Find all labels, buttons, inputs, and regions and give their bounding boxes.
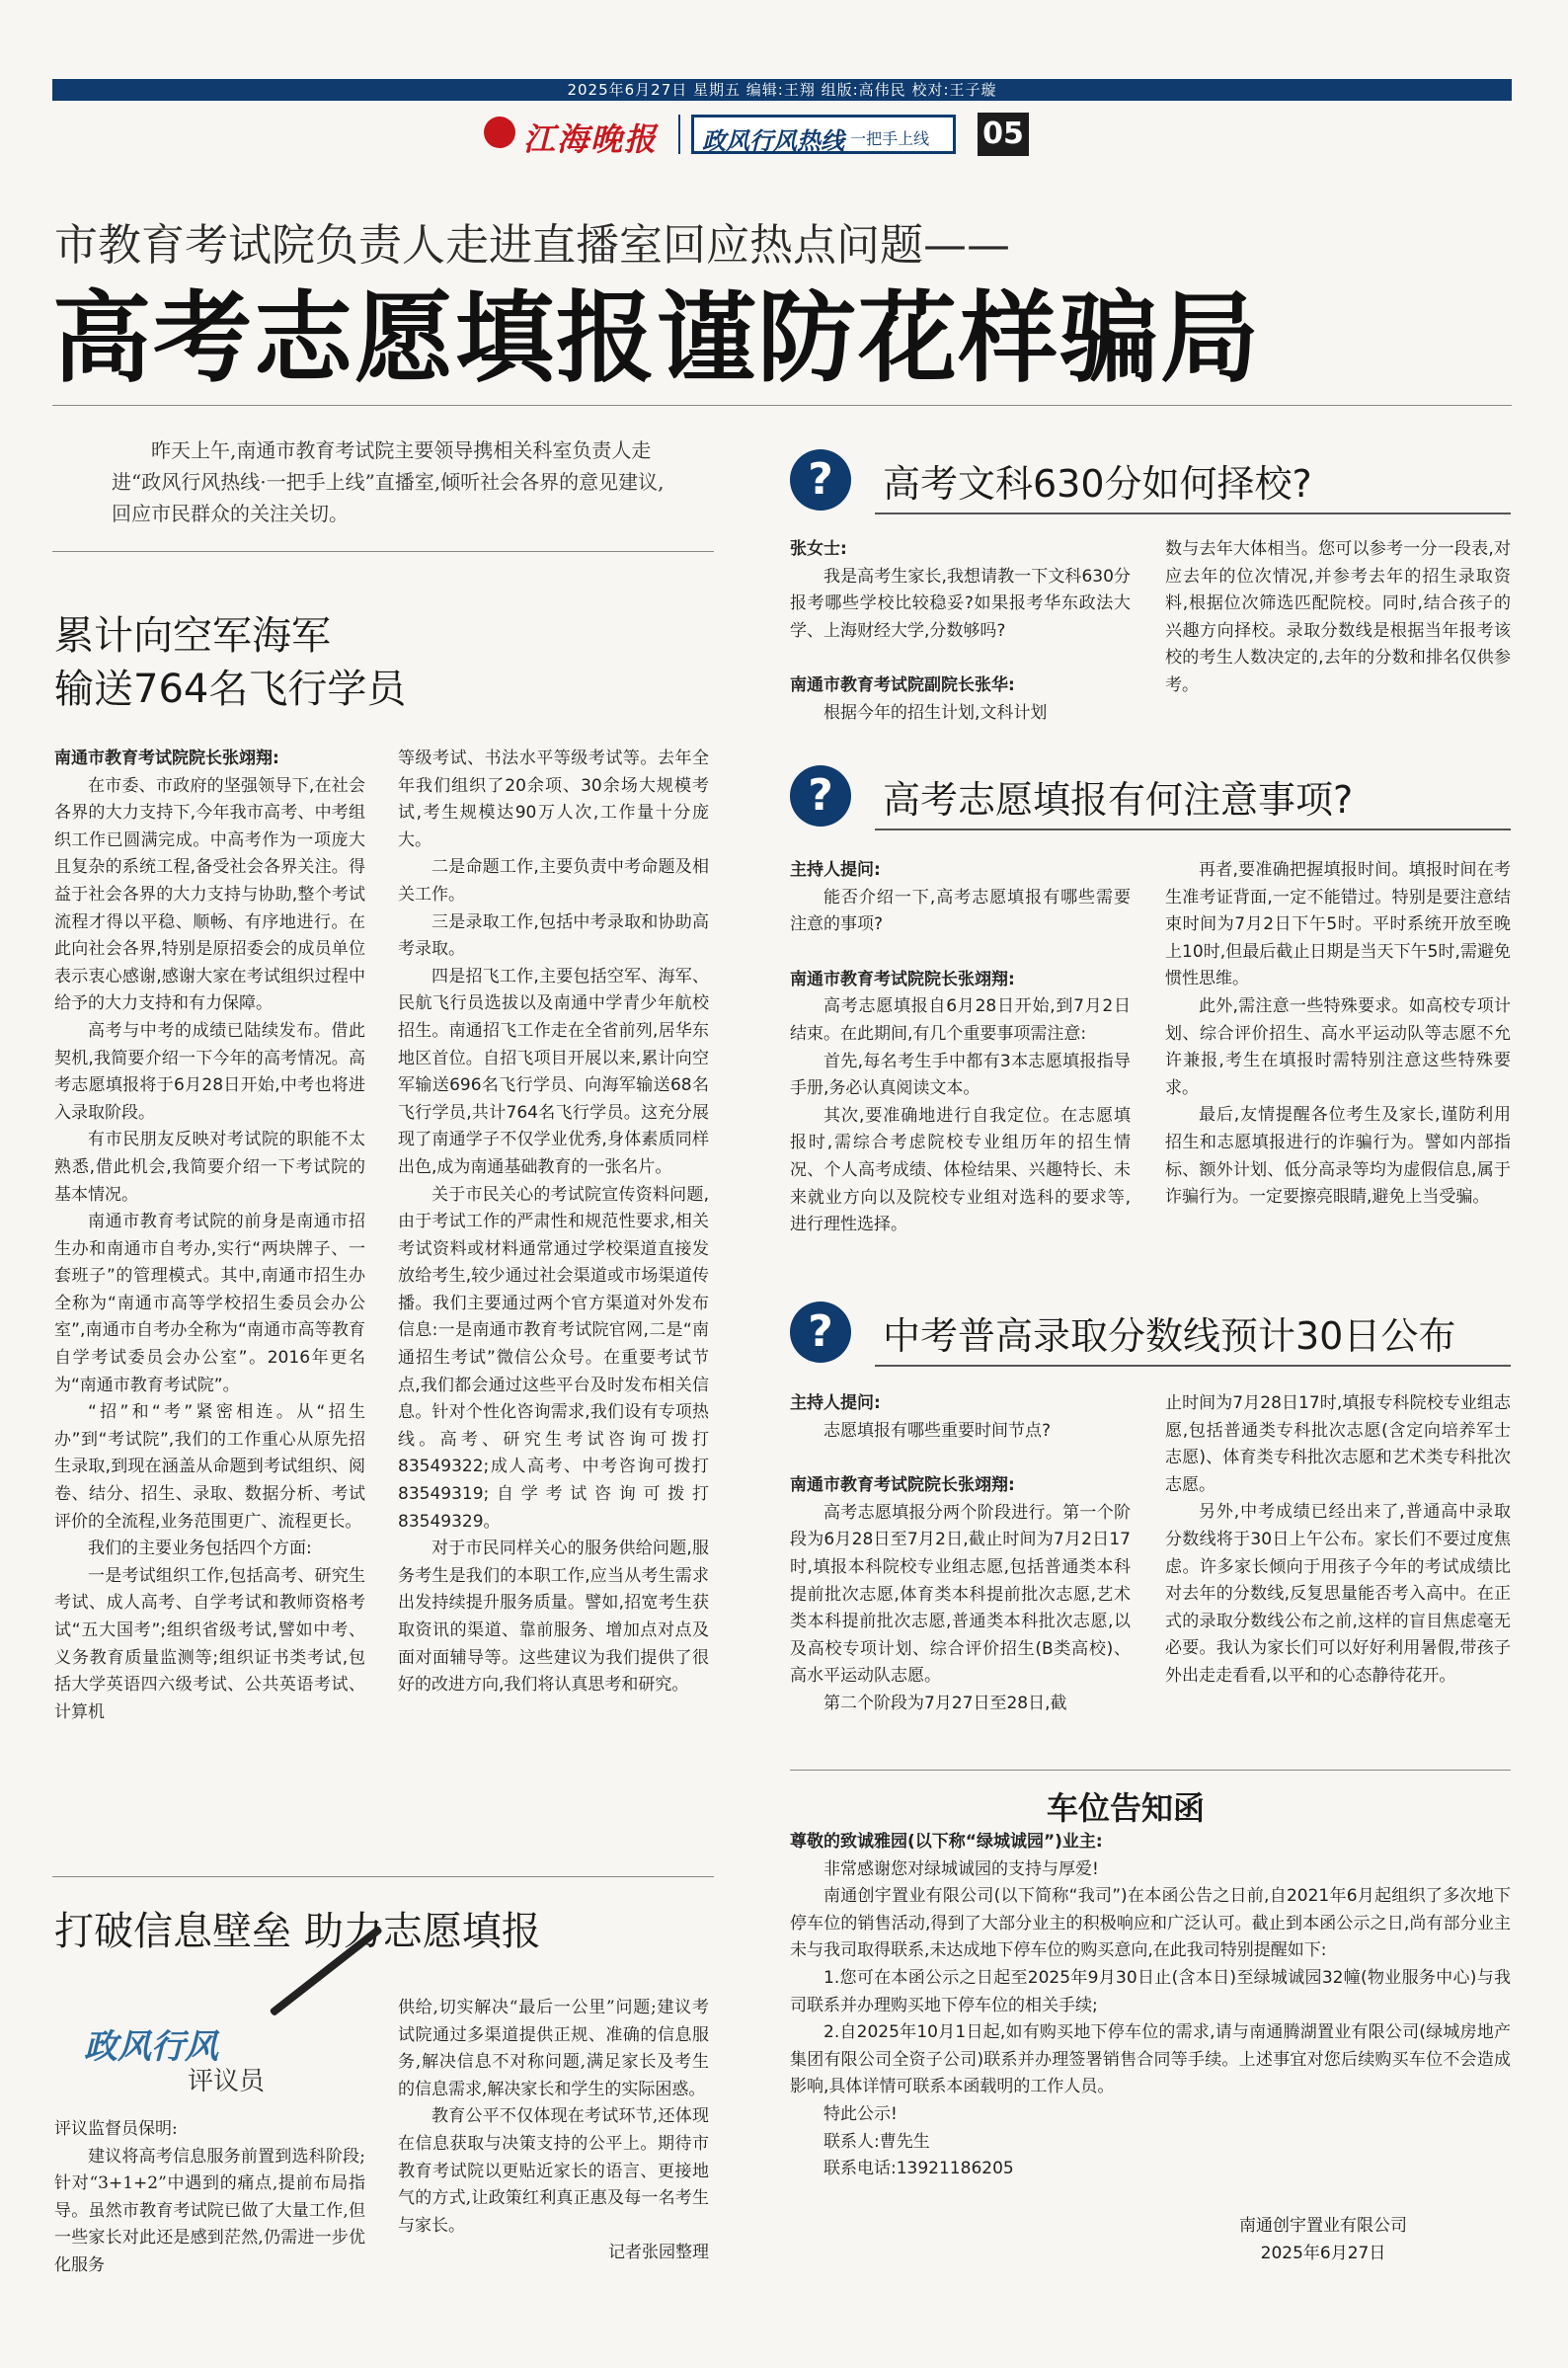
notice-date: 2025年6月27日 <box>1260 2244 1386 2263</box>
paragraph: 等级考试、书法水平等级考试等。去年全年我们组织了20余项、30余场大规模考试,考生规模达90万人次,工作量十分庞大。 <box>398 749 709 850</box>
qa1-title: 高考文科630分如何择校? <box>883 462 1312 506</box>
paragraph: 止时间为7月28日17时,填报专科院校专业组志愿,包括普通类专科批次志愿(含定向培养军士志愿)、体育类专科批次志愿和艺术类专科批次志愿。 <box>1165 1393 1511 1495</box>
divider <box>52 405 1512 406</box>
headline: 高考志愿填报谨防花样骗局 <box>52 280 1261 396</box>
qa2-title: 高考志愿填报有何注意事项? <box>883 778 1354 822</box>
qa1-header <box>790 449 1511 518</box>
paragraph: 特此公示! <box>823 2103 898 2124</box>
divider <box>790 1770 1511 1771</box>
paragraph: 最后,友情提醒各位考生及家长,谨防利用招生和志愿填报进行的诈骗行为。譬如内部指标、额外计划、低分高录等均为虚假信息,属于诈骗行为。一定要擦亮眼睛,避免上当受骗。 <box>1165 1105 1511 1208</box>
paragraph: 另外,中考成绩已经出来了,普通高中录取分数线将于30日上午公布。家长们不要过度焦虑。许多家长倾向于用孩子今年的考试成绩比对去年的分数线,反复思量能否考入高中。在正式的录取分数线公布之前,这样的盲目焦虑毫无必要。我认为家长们可以好好利用暑假,带孩子外出走走看看,以平和的心态静待花开。 <box>1165 1502 1511 1686</box>
paragraph: 有市民朋友反映对考试院的职能不太熟悉,借此机会,我简要介绍一下考试院的基本情况。 <box>54 1130 365 1205</box>
paragraph: 关于市民关心的考试院宣传资料问题,由于考试工作的严肃性和规范性要求,相关考试资料或材料通常通过学校渠道直接发放给考生,较少通过社会渠道或市场渠道传播。我们主要通过两个官方渠道对外发布信息:一是南通市教育考试院官网,二是“南通招生考试”微信公众号。在重要考试节点,我们都会通过这些平台及时发布相关信息。针对个性化咨询需求,我们设有专项热线。高考、研究生考试咨询可拨打83549322;成人高考、中考咨询可拨打83549319;自学考试咨询可拨打83549329。 <box>398 1184 709 1532</box>
qa2-column2 <box>1165 857 1511 1212</box>
divider <box>52 551 714 552</box>
question-icon: ? <box>790 449 851 511</box>
question-text: 志愿填报有哪些重要时间节点? <box>823 1420 1052 1441</box>
article2-title: 打破信息壁垒 助力志愿填报 <box>54 1909 541 1954</box>
asker-label: 主持人提问: <box>790 1393 881 1413</box>
qa3-title: 中考普高录取分数线预计30日公布 <box>883 1314 1456 1358</box>
question-text: 我是高考生家长,我想请教一下文科630分报考哪些学校比较稳妥?如果报考华东政法大学、上海财经大学,分数够吗? <box>790 566 1131 641</box>
notice-title: 车位告知函 <box>1047 1789 1206 1827</box>
paragraph: 此外,需注意一些特殊要求。如高校专项计划、综合评价招生、高水平运动队等志愿不允许兼报,考生在填报时需特别注意这些特殊要求。 <box>1165 995 1511 1098</box>
article2-column1 <box>54 2116 365 2280</box>
paragraph: 建议将高考信息服务前置到选科阶段;针对“3+1+2”中遇到的痛点,提前布局指导。虽然市教育考试院已做了大量工作,但一些家长对此还是感到茫然,仍需进一步优化服务 <box>54 2146 365 2275</box>
section-subtitle: · 一把手上线 <box>840 129 930 148</box>
divider <box>875 1365 1511 1367</box>
paragraph: 二是命题工作,主要负责中考命题及相关工作。 <box>398 857 709 905</box>
answer-text: 根据今年的招生计划,文科计划 <box>823 702 1048 723</box>
paragraph: “招”和“考”紧密相连。从“招生办”到“考试院”,我们的工作重心从原先招生录取,到现在涵盖从命题到考试组织、阅卷、结分、招生、录取、数据分析、考试评价的全流程,业务范围更广、流程更长。 <box>54 1402 365 1532</box>
answerer-label: 南通市教育考试院院长张翊翔: <box>790 969 1015 989</box>
notice-salutation: 尊敬的致诚雅园(以下称“绿城诚园”)业主: <box>790 1832 1103 1852</box>
notice-signature <box>1145 2212 1501 2267</box>
qa3-column1 <box>790 1390 1131 1718</box>
paragraph: 再者,要准确把握填报时间。填报时间在考生准考证背面,一定不能错过。特别是要注意结束时间为7月2日下午5时。平时系统开放至晚上10时,但最后截止日期是当天下午5时,需避免惯性思维。 <box>1165 860 1511 989</box>
header-strip: 2025年6月27日 星期五 编辑:王翔 组版:高伟民 校对:王子璇 <box>52 79 1512 101</box>
paragraph: 非常感谢您对绿城诚园的支持与厚爱! <box>823 1858 1099 1879</box>
paragraph: 对于市民同样关心的服务供给问题,服务考生是我们的本职工作,应当从考生需求出发持续提升服务质量。譬如,招宽考生获取资讯的渠道、靠前服务、增加点对点及面对面辅导等。这些建议为我们提供了很好的改进方向,我们将认真思考和研究。 <box>398 1539 709 1696</box>
paragraph: 2.自2025年10月1日起,如有购买地下停车位的需求,请与南通腾湖置业有限公司(绿城房地产集团有限公司全资子公司)联系并办理签署销售合同等手续。上述事宜对您后续购买车位不会造成影响,具体详情可联系本函载明的工作人员。 <box>790 2022 1511 2097</box>
answerer-label: 南通市教育考试院院长张翊翔: <box>790 1475 1015 1496</box>
commentator-logo-role: 评议员 <box>188 2067 266 2096</box>
qa2-header <box>790 765 1511 834</box>
company-name: 南通创宇置业有限公司 <box>1239 2216 1407 2236</box>
contact-person: 联系人:曹先生 <box>823 2131 930 2152</box>
article1-column1 <box>54 746 365 1726</box>
article1-title-line2: 输送764名飞行学员 <box>54 667 407 712</box>
asker-label: 张女士: <box>790 539 847 559</box>
speaker-label: 南通市教育考试院院长张翊翔: <box>54 749 279 768</box>
divider <box>52 1876 714 1877</box>
qa1-column2 <box>1165 536 1511 700</box>
reporter-credit: 记者张园整理 <box>608 2243 709 2263</box>
newspaper-logo: 江海晚报 <box>523 120 659 158</box>
notice-body <box>790 1829 1511 2183</box>
newspaper-logo-icon <box>484 117 515 148</box>
asker-label: 主持人提问: <box>790 860 881 880</box>
qa3-header <box>790 1302 1511 1371</box>
answer-text: 数与去年大体相当。您可以参考一分一段表,对应去年的位次情况,并参考去年的招生录取资料,根据位次筛选匹配院校。同时,结合孩子的兴趣方向择校。录取分数线是根据当年报考该校的考生人数决定的,去年的分数和排名仅供参考。 <box>1165 539 1511 695</box>
qa1-column1 <box>790 536 1131 728</box>
paragraph: 南通创宇置业有限公司(以下简称“我司”)在本函公告之日前,自2021年6月起组织了多次地下停车位的销售活动,得到了大部分业主的积极响应和广泛认可。截止到本函公示之日,尚有部分业主未与我司取得联系,未达成地下停车位的购买意向,在此我司特别提醒如下: <box>790 1886 1511 1961</box>
paragraph: 南通市教育考试院的前身是南通市招生办和南通市自考办,实行“两块牌子、一套班子”的管理模式。其中,南通市招生办全称为“南通市高等学校招生委员会办公室”,南通市自考办全称为“南通市高等教育自学考试委员会办公室”。2016年更名为“南通市教育考试院”。 <box>54 1212 365 1395</box>
question-icon: ? <box>790 1302 851 1363</box>
qa3-column2 <box>1165 1390 1511 1691</box>
commentator-logo <box>54 1990 351 2108</box>
paragraph: 四是招飞工作,主要包括空军、海军、民航飞行员选拔以及南通中学青少年航校招生。南通招飞工作走在全省前列,居华东地区首位。自招飞项目开展以来,累计向空军输送696名飞行学员、向海军输送68名飞行学员,共计764名飞行学员。这充分展现了南通学子不仅学业优秀,身体素质同样出色,成为南通基础教育的一张名片。 <box>398 966 709 1177</box>
page-number: 05 <box>978 113 1029 156</box>
contact-phone: 联系电话:13921186205 <box>823 2159 1014 2179</box>
paragraph: 高考志愿填报自6月28日开始,到7月2日结束。在此期间,有几个重要事项需注意: <box>790 996 1131 1044</box>
divider <box>875 829 1511 830</box>
qa2-column1 <box>790 857 1131 1239</box>
divider <box>875 513 1511 514</box>
paragraph: 在市委、市政府的坚强领导下,在社会各界的大力支持下,今年我市高考、中考组织工作已圆满完成。中高考作为一项庞大且复杂的系统工程,备受社会各界关注。得益于社会各界的大力支持与协助,整个考试流程才得以平稳、顺畅、有序地进行。在此向社会各界,特别是原招委会的成员单位表示衷心感谢,感谢大家在考试组织过程中给予的大力支持和有力保障。 <box>54 775 365 1014</box>
question-icon: ? <box>790 765 851 827</box>
answerer-label: 南通市教育考试院副院长张华: <box>790 675 1015 696</box>
paragraph: 首先,每名考生手中都有3本志愿填报指导手册,务必认真阅读文本。 <box>790 1051 1131 1099</box>
paragraph: 我们的主要业务包括四个方面: <box>88 1539 312 1559</box>
article2-column2 <box>398 1995 709 2267</box>
paragraph: 高考志愿填报分两个阶段进行。第一个阶段为6月28日至7月2日,截止时间为7月2日17时,填报本科院校专业组志愿,包括普通类本科提前批次志愿,体育类本科提前批次志愿,艺术类本科提前批次志愿,普通类本科批次志愿,以及高校专项计划、综合评价招生(B类高校)、高水平运动队志愿。 <box>790 1502 1131 1687</box>
intro: 昨天上午,南通市教育考试院主要领导携相关科室负责人走进“政风行风热线·一把手上线”直播室,倾听社会各界的意见建议,回应市民群众的关注关切。 <box>112 438 665 525</box>
paragraph: 教育公平不仅体现在考试环节,还体现在信息获取与决策支持的公平上。期待市教育考试院以更贴近家长的语言、更接地气的方式,让政策红利真正惠及每一名考生与家长。 <box>398 2106 709 2236</box>
commentator-logo-title: 政风行风 <box>84 2027 218 2067</box>
paragraph: 三是录取工作,包括中考录取和协助高考录取。 <box>398 911 709 960</box>
paragraph: 供给,切实解决“最后一公里”问题;建议考试院通过多渠道提供正规、准确的信息服务,解决信息不对称问题,满足家长及考生的信息需求,解决家长和学生的实际困惑。 <box>398 1998 709 2099</box>
paragraph: 第二个阶段为7月27日至28日,截 <box>823 1693 1067 1713</box>
article1-column2 <box>398 746 709 1699</box>
paragraph: 一是考试组织工作,包括高考、研究生考试、成人高考、自学考试和教师资格考试“五大国考”;组织省级考试,譬如中考、义务教育质量监测等;组织证书类考试,包括大学英语四六级考试、公共英语考试、计算机 <box>54 1565 365 1722</box>
section-name: 政风行风热线 <box>702 127 844 155</box>
paragraph: 高考与中考的成绩已陆续发布。借此契机,我简要介绍一下今年的高考情况。高考志愿填报将于6月28日开始,中考也将进入录取阶段。 <box>54 1020 365 1123</box>
question-text: 能否介绍一下,高考志愿填报有哪些需要注意的事项? <box>790 887 1131 935</box>
paragraph: 1.您可在本函公示之日起至2025年9月30日止(含本日)至绿城诚园32幢(物业服务中心)与我司联系并办理购买地下停车位的相关手续; <box>790 1967 1511 2015</box>
masthead-divider <box>678 115 680 154</box>
article1-title-line1: 累计向空军海军 <box>54 613 331 659</box>
kicker: 市教育考试院负责人走进直播室回应热点问题—— <box>54 220 1010 271</box>
section-box <box>691 115 956 154</box>
speaker-label: 评议监督员保明: <box>54 2119 178 2139</box>
masthead <box>484 111 1076 158</box>
paragraph: 其次,要准确地进行自我定位。在志愿填报时,需综合考虑院校专业组历年的招生情况、个人高考成绩、体检结果、兴趣特长、未来就业方向以及院校专业组对选科的要求等,进行理性选择。 <box>790 1105 1131 1235</box>
